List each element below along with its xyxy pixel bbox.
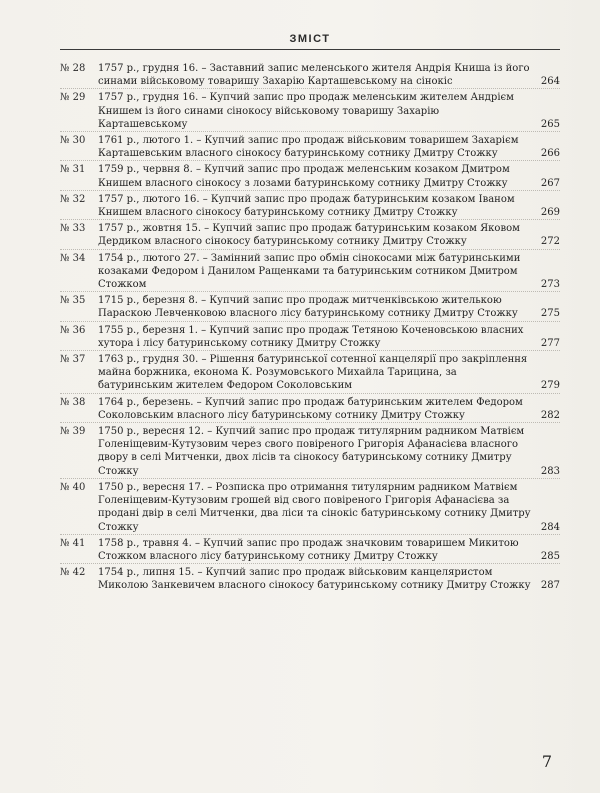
entry-number: № 33 [60,223,86,235]
entry-text: 1759 р., червня 8. – Купчий запис про продаж меленським козаком Дмитром Книшем власного сінокосу з лозами батуринському сотнику Дмитру Стожку [98,164,510,189]
toc-entry [60,131,560,160]
entry-page: 264 [540,76,560,88]
toc-entry [60,563,560,592]
entry-page: 285 [540,550,560,562]
entry-number: № 35 [60,295,86,307]
entry-page: 275 [540,308,560,320]
entry-number: № 42 [60,567,86,579]
header-rule [60,49,560,50]
entry-number: № 38 [60,396,86,408]
entry-text: 1757 р., лютого 16. – Купчий запис про продаж батуринським козаком Іваном Книшем власного сінокосу батуринському сотнику Дмитру Стожку [98,193,515,219]
toc-entry [60,219,560,248]
entry-page: 272 [540,236,560,248]
entry-page: 283 [540,465,560,477]
entry-text: 1754 р., лютого 27. – Замінний запис про обмін сінокосами між батуринськими козаками Федором і Данилом Ращенками та батуринським сотником Дмитром Стожком [98,252,521,291]
toc-entry [60,321,560,350]
entry-number: № 37 [60,354,86,366]
toc-entry [60,249,560,292]
toc-entry [60,88,560,131]
toc-entry [60,350,560,393]
entry-page: 266 [540,148,560,160]
entry-number: № 32 [60,193,86,205]
entry-text: 1757 р., грудня 16. – Заставний запис меленського жителя Андрія Книша із його синами військовому товаришу Захарію Карташевському на сінокіс [98,63,530,88]
entry-number: № 29 [60,92,86,104]
entry-number: № 36 [60,324,86,336]
toc-entry [60,422,560,478]
entry-number: № 34 [60,252,86,264]
entry-text: 1761 р., лютого 1. – Купчий запис про продаж військовим товаришем Захарієм Карташевським власного сінокосу батуринському сотнику Дмитру Стожку [98,135,519,160]
entry-page: 273 [540,279,560,291]
entry-page: 284 [540,521,560,533]
entry-text: 1757 р., грудня 16. – Купчий запис про продаж меленським жителем Андрієм Книшем із його синами сінокосу військовому товаришу Захарію Карташевському [98,92,514,130]
entry-page: 267 [540,177,560,189]
entry-page: 279 [540,380,560,392]
table-of-contents [60,60,560,593]
entry-text: 1715 р., березня 8. – Купчий запис про продаж митченківською жителькою Параскою Левченковою власного лісу батуринському сотнику Дмитру Стожку [98,295,518,320]
entry-text: 1755 р., березня 1. – Купчий запис про продаж Тетяною Коченовською власних хутора і лісу батуринському сотнику Дмитру Стожку [98,324,524,349]
entry-number: № 40 [60,481,86,493]
entry-number: № 41 [60,537,86,549]
entry-page: 282 [540,409,560,421]
entry-page: 287 [540,580,560,592]
running-header: ЗМІСТ [289,33,331,45]
entry-number: № 39 [60,426,86,438]
toc-entry [60,393,560,422]
entry-text: 1750 р., вересня 12. – Купчий запис про продаж титулярним радником Матвієм Голеніщевим-Кутузовим через свого повіреного Григорія Афанасієва власного двору в селі Митченки, двох лісів та сінокосу батуринському сотнику Дмитру Стожку [98,426,525,477]
page-number: 7 [541,752,552,771]
entry-text: 1757 р., жовтня 15. – Купчий запис про продаж батуринським козаком Яковом Дердиком власного сінокосу батуринському сотнику Дмитру Стожку [98,223,520,248]
toc-entry [60,190,560,219]
entry-page: 269 [540,207,560,219]
toc-entry [60,291,560,320]
toc-entry [60,478,560,534]
entry-number: № 30 [60,135,86,147]
toc-entry [60,534,560,563]
toc-entry [60,60,560,88]
entry-number: № 31 [60,164,86,176]
entry-text: 1750 р., вересня 17. – Розписка про отримання титулярним радником Матвієм Голеніщевим-Кутузовим грошей від свого повіреного Григорія Афанасієва за продані двір в селі Митченки, два ліси та сінокіс батуринському сотнику Дмитру Стожку [98,481,531,533]
entry-page: 277 [540,337,560,349]
entry-text: 1764 р., березень. – Купчий запис про продаж батуринським жителем Федором Соколовським власного лісу батуринському сотнику Дмитру Стожку [98,396,523,421]
toc-entry [60,160,560,189]
entry-page: 265 [540,118,560,130]
entry-number: № 28 [60,63,86,74]
entry-text: 1754 р., липня 15. – Купчий запис про продаж військовим канцеляристом Миколою Занкевичем власного сінокосу батуринському сотнику Дмитру Стожку [98,567,531,592]
entry-text: 1763 р., грудня 30. – Рішення батуринської сотенної канцелярії про закріплення майна боржника, економа К. Розумовського Михайла Тарицина, за батуринським жителем Федором Соколовським [98,354,528,392]
entry-text: 1758 р., травня 4. – Купчий запис про продаж значковим товаришем Микитою Стожком власного лісу батуринському сотнику Дмитру Стожку [98,537,519,562]
